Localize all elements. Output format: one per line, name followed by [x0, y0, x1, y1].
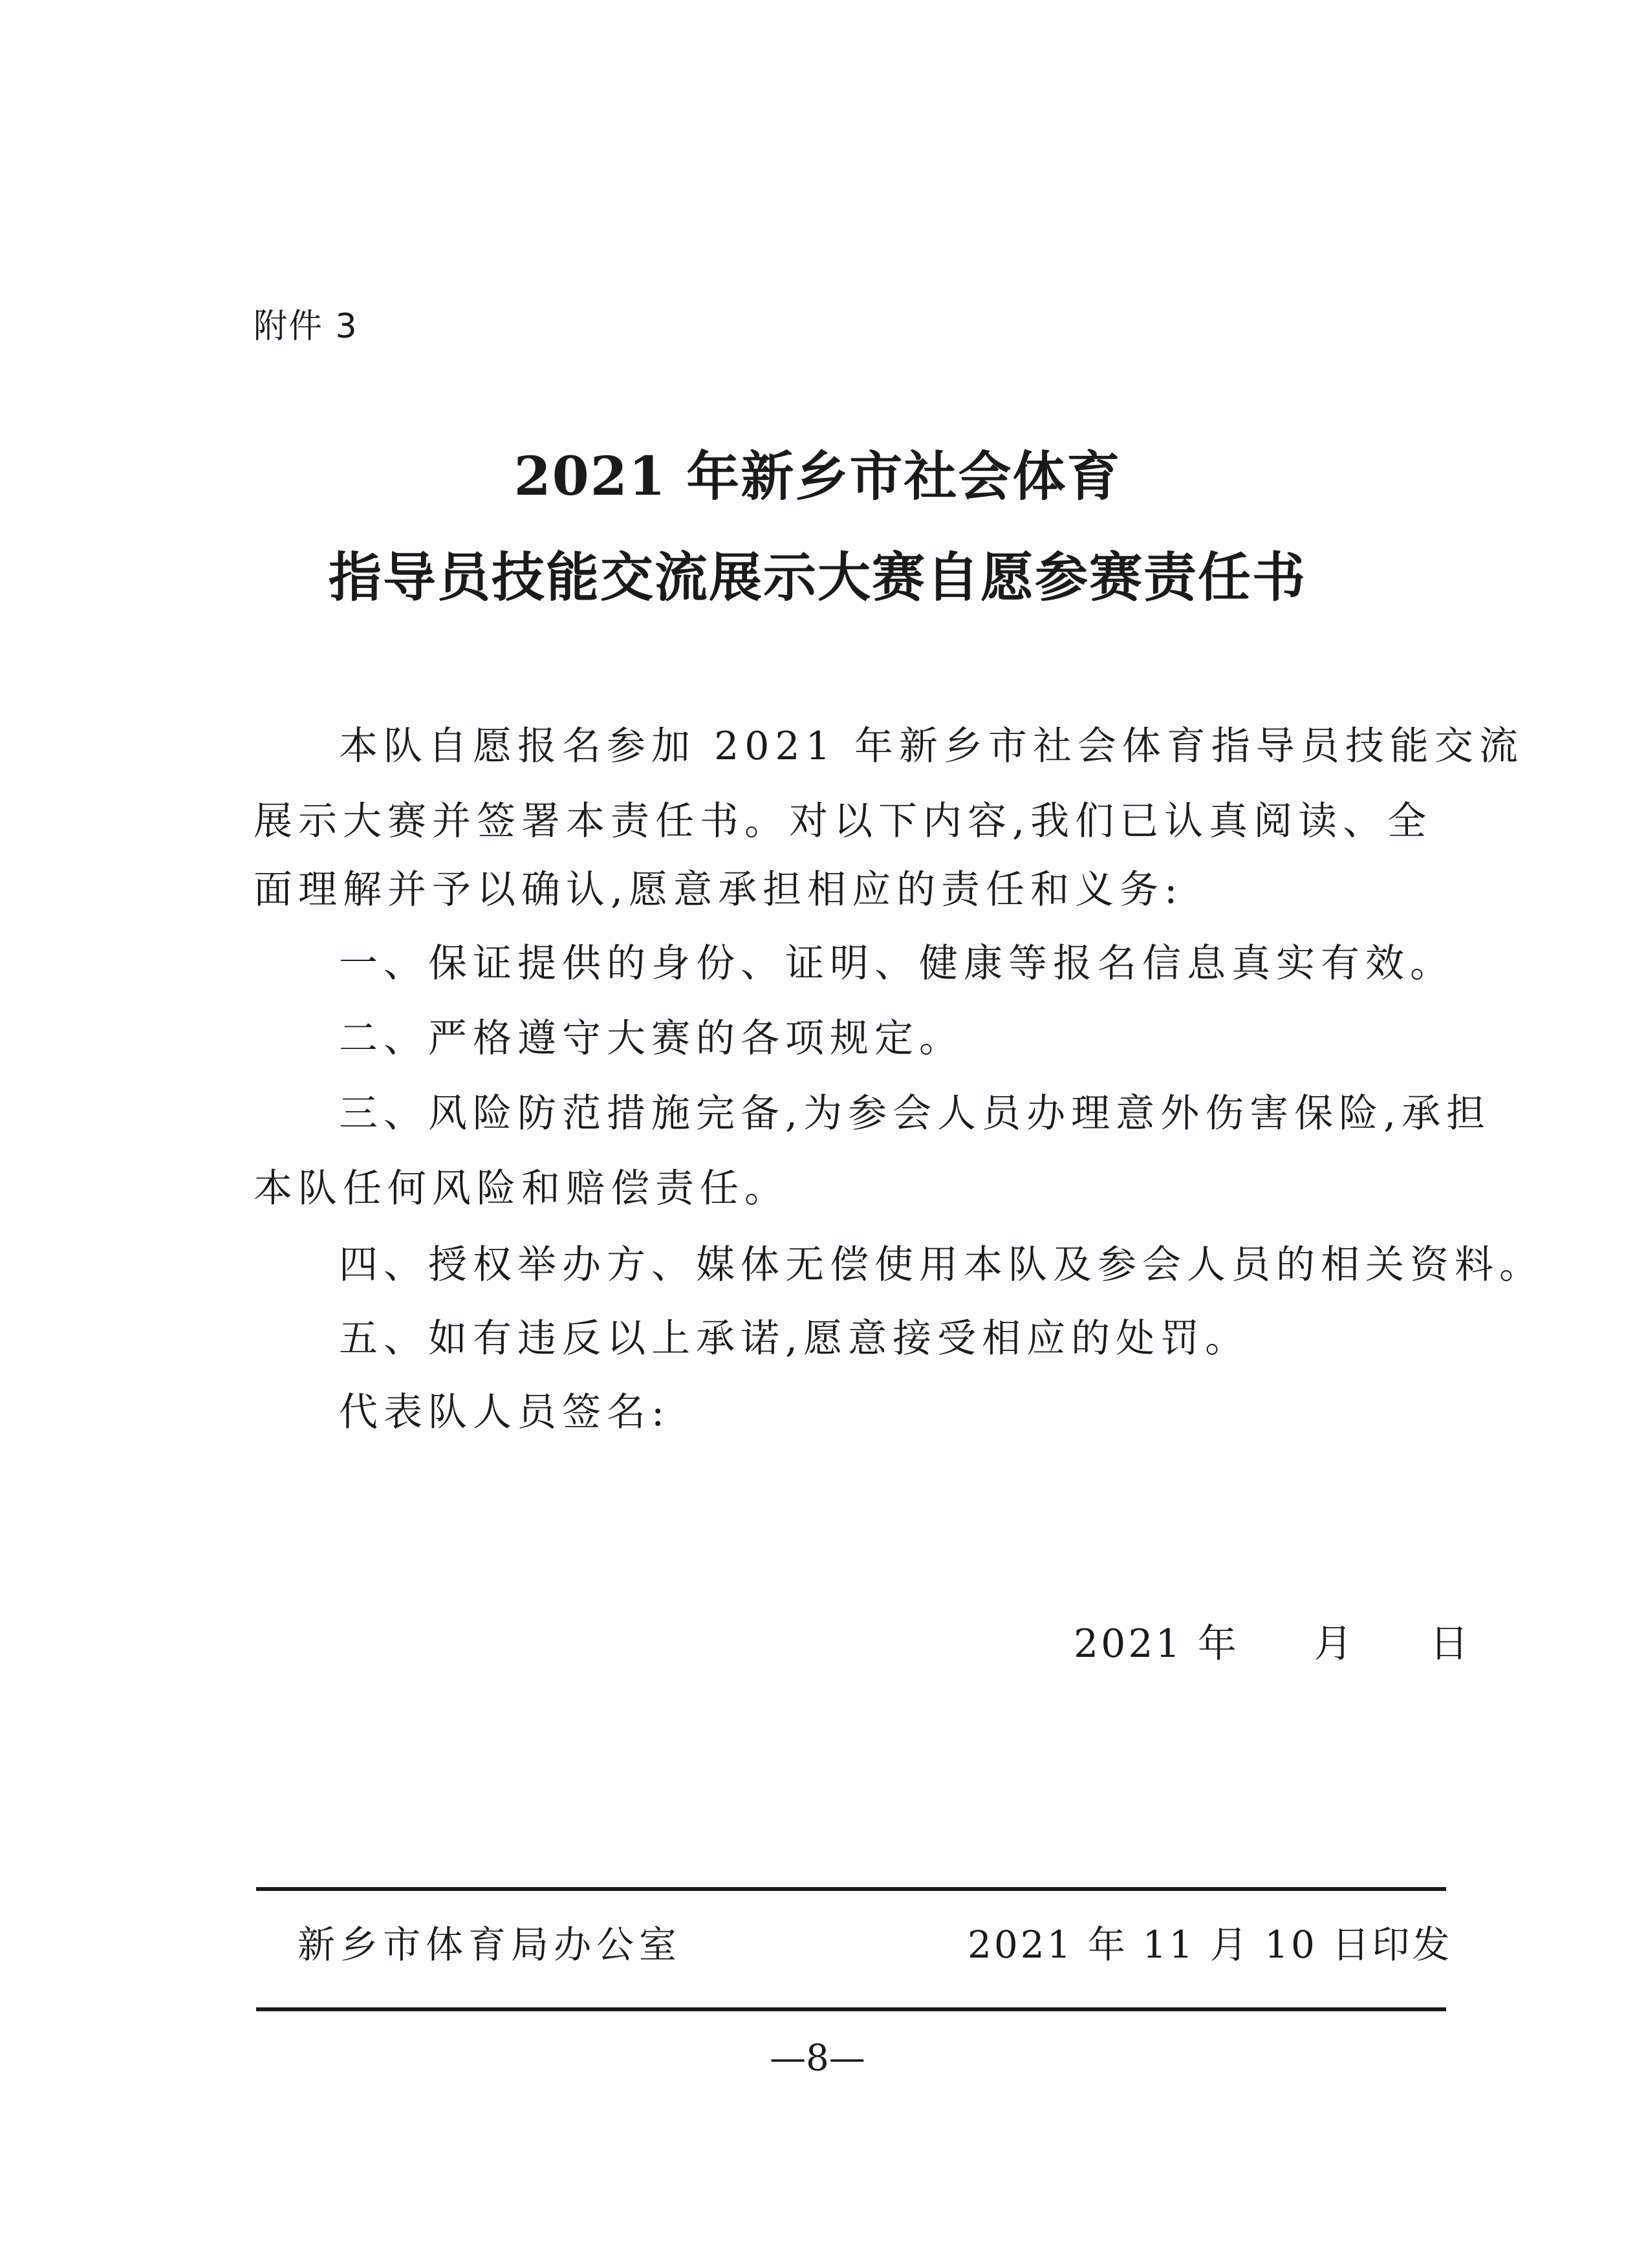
footer-issuer: 新乡市体育局办公室 [298, 1923, 682, 1967]
item-5: 五、如有违反以上承诺,愿意接受相应的处罚。 [339, 1316, 1250, 1361]
paragraph-1-line-3: 面理解并予以确认,愿意承担相应的责任和义务: [254, 867, 1184, 913]
paragraph-1-line-2: 展示大赛并签署本责任书。对以下内容,我们已认真阅读、全 [254, 799, 1433, 844]
attachment-label: 附件 3 [254, 307, 358, 346]
page-number: —8— [770, 2037, 865, 2079]
item-2: 二、严格遵守大赛的各项规定。 [339, 1016, 964, 1061]
title-line-1: 2021 年新乡市社会体育 [514, 446, 1121, 508]
signature-label: 代表队人员签名: [339, 1390, 671, 1435]
item-4: 四、授权举办方、媒体无偿使用本队及参会人员的相关资料。 [339, 1242, 1544, 1288]
item-3-line-1: 三、风险防范措施完备,为参会人员办理意外伤害保险,承担 [339, 1091, 1491, 1136]
footer-issue-date: 2021 年 11 月 10 日印发 [968, 1923, 1453, 1967]
item-1: 一、保证提供的身份、证明、健康等报名信息真实有效。 [339, 941, 1455, 986]
paragraph-1-line-1: 本队自愿报名参加 2021 年新乡市社会体育指导员技能交流 [339, 724, 1524, 769]
item-3-line-2: 本队任何风险和赔偿责任。 [254, 1166, 789, 1211]
title-line-2: 指导员技能交流展示大赛自愿参赛责任书 [328, 546, 1306, 609]
date-line: 2021 年 月 日 [1074, 1621, 1471, 1667]
footer-top-rule [256, 1887, 1446, 1891]
footer-bottom-rule [256, 2007, 1446, 2011]
